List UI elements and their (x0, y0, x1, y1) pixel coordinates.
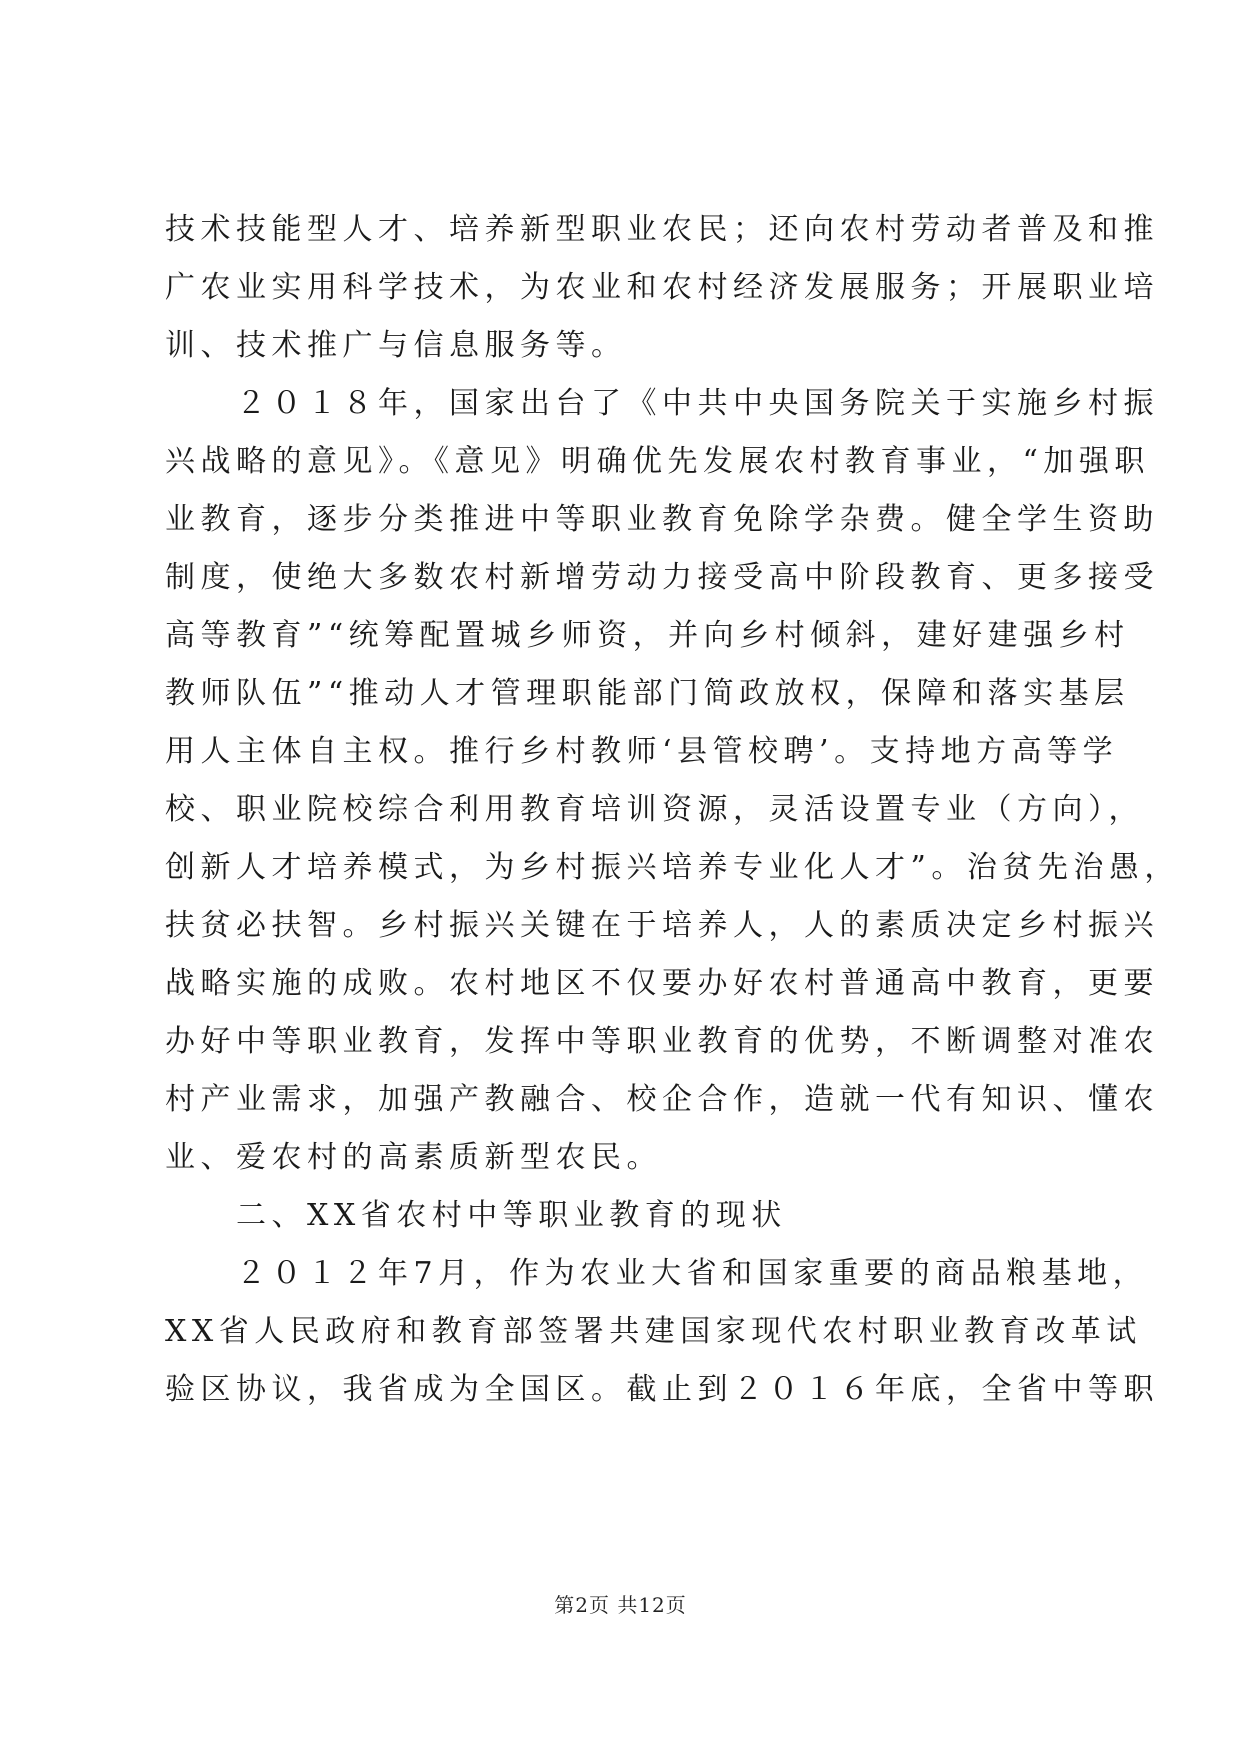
text-line: 校、职业院校综合利用教育培训资源，灵活设置专业（方向）， (165, 792, 1144, 827)
text-line: 用人主体自主权。推行乡村教师‘县管校聘’。支持地方高等学 (165, 734, 1119, 769)
page-number-footer: 第2页 共12页 (554, 1593, 687, 1617)
text-line: 办好中等职业教育，发挥中等职业教育的优势，不断调整对准农 (165, 1024, 1159, 1059)
text-line: 兴战略的意见》。《意见》明确优先发展农村教育事业，“加强职 (165, 444, 1150, 479)
text-line: 业教育，逐步分类推进中等职业教育免除学杂费。健全学生资助 (165, 502, 1159, 537)
text-line: 业、爱农村的高素质新型农民。 (165, 1140, 662, 1175)
text-line: 高等教育”“统筹配置城乡师资，并向乡村倾斜，建好建强乡村 (165, 618, 1130, 653)
text-line: 战略实施的成败。农村地区不仅要办好农村普通高中教育，更要 (165, 966, 1159, 1001)
text-line: 广农业实用科学技术，为农业和农村经济发展服务；开展职业培 (165, 270, 1159, 305)
paragraph-first-line: ２０１２年7月，作为农业大省和国家重要的商品粮基地， (236, 1256, 1149, 1291)
paragraph-first-line: ２０１８年，国家出台了《中共中央国务院关于实施乡村振 (236, 386, 1159, 421)
text-line: 教师队伍”“推动人才管理职能部门简政放权，保障和落实基层 (165, 676, 1130, 711)
text-line: XX省人民政府和教育部签署共建国家现代农村职业教育改革试 (165, 1314, 1142, 1349)
text-line: 创新人才培养模式，为乡村振兴培养专业化人才”。治贫先治愚， (165, 850, 1180, 885)
text-line: 村产业需求，加强产教融合、校企合作，造就一代有知识、懂农 (165, 1082, 1159, 1117)
text-line: 验区协议，我省成为全国区。截止到２０１６年底，全省中等职 (165, 1372, 1159, 1407)
text-line: 技术技能型人才、培养新型职业农民；还向农村劳动者普及和推 (165, 212, 1159, 247)
text-line: 训、技术推广与信息服务等。 (165, 328, 627, 363)
text-line: 制度，使绝大多数农村新增劳动力接受高中阶段教育、更多接受 (165, 560, 1159, 595)
text-line: 扶贫必扶智。乡村振兴关键在于培养人，人的素质决定乡村振兴 (165, 908, 1159, 943)
section-heading: 二、XX省农村中等职业教育的现状 (236, 1198, 787, 1233)
